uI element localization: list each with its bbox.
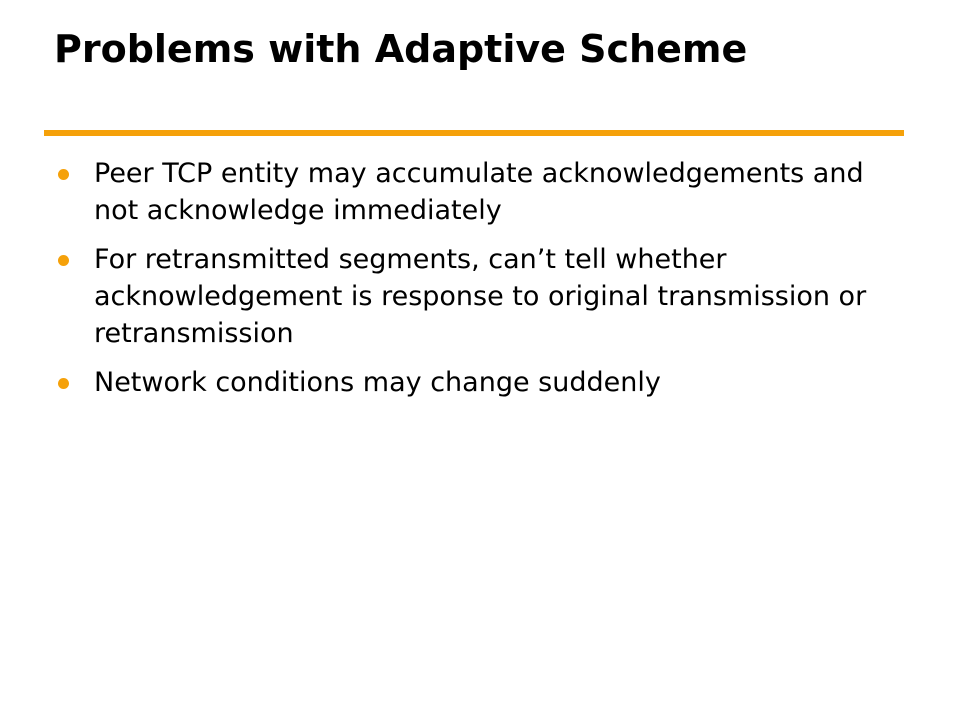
bullet-list [54, 155, 894, 413]
bullet-item [54, 155, 894, 229]
bullet-item [54, 241, 894, 352]
title-underline [44, 130, 904, 136]
slide-title: Problems with Adaptive Scheme [54, 27, 748, 71]
bullet-text: For retransmitted segments, can’t tell whether acknowledgement is response to original transmission or retransmission [94, 244, 867, 349]
bullet-text: Network conditions may change suddenly [94, 367, 661, 398]
bullet-item [54, 364, 894, 401]
bullet-dot-icon [58, 378, 69, 389]
bullet-dot-icon [58, 255, 69, 266]
bullet-dot-icon [58, 169, 69, 180]
bullet-text: Peer TCP entity may accumulate acknowledgements and not acknowledge immediately [94, 158, 864, 226]
